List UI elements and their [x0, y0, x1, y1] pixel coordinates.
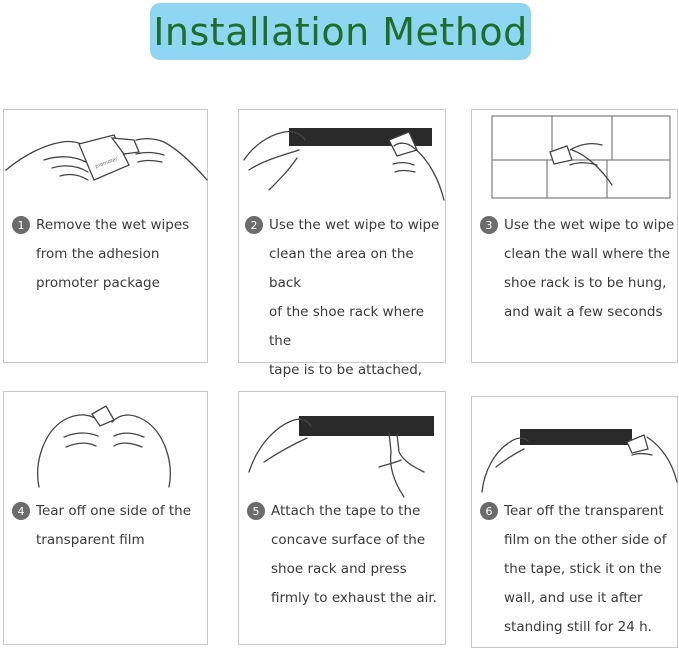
page-title: Installation Method — [153, 9, 528, 54]
step-4 — [12, 497, 191, 555]
step-1 — [12, 211, 189, 298]
step-card-2 — [238, 109, 446, 378]
step-text: Remove the wet wipes from the adhesion promoter package — [36, 217, 190, 291]
step-6 — [480, 497, 666, 642]
step-card-4 — [3, 391, 208, 645]
step-number-badge: 3 — [480, 216, 498, 234]
step-number-badge: 4 — [12, 502, 30, 520]
step-number-badge: 6 — [480, 502, 498, 520]
step-number-badge: 5 — [247, 502, 265, 520]
step-number-badge: 1 — [12, 216, 30, 234]
wiping-rack-back-illustration — [239, 110, 447, 210]
pressing-tape-illustration — [239, 392, 447, 502]
step-text: Tear off one side of the transparent film — [36, 503, 192, 548]
step-text: Use the wet wipe to wipe clean the wall where the shoe rack is to be hung, and wait a few seconds — [504, 217, 675, 320]
step-text: Attach the tape to the concave surface of the shoe rack and press firmly to exhaust the air. — [271, 503, 437, 606]
title-banner — [150, 3, 531, 60]
svg-text:promoter: promoter — [94, 156, 119, 170]
step-card-3 — [471, 109, 678, 363]
step-text: Tear off the transparent film on the other side of the tape, stick it on the wall, and use it after standing still for 24 h. — [504, 503, 667, 635]
step-card-1 — [3, 109, 208, 363]
step-3 — [480, 211, 674, 327]
step-number-badge: 2 — [245, 216, 263, 234]
tearing-film-illustration — [4, 392, 209, 492]
step-card-6 — [471, 396, 678, 648]
step-5 — [247, 497, 437, 613]
hands-opening-package-illustration — [4, 110, 209, 210]
sticking-on-wall-illustration — [472, 397, 679, 497]
step-text: Use the wet wipe to wipe clean the area on the back of the shoe rack where the tape is to be attached, — [269, 217, 440, 378]
step-card-5 — [238, 391, 446, 645]
wiping-wall-illustration — [472, 110, 679, 210]
